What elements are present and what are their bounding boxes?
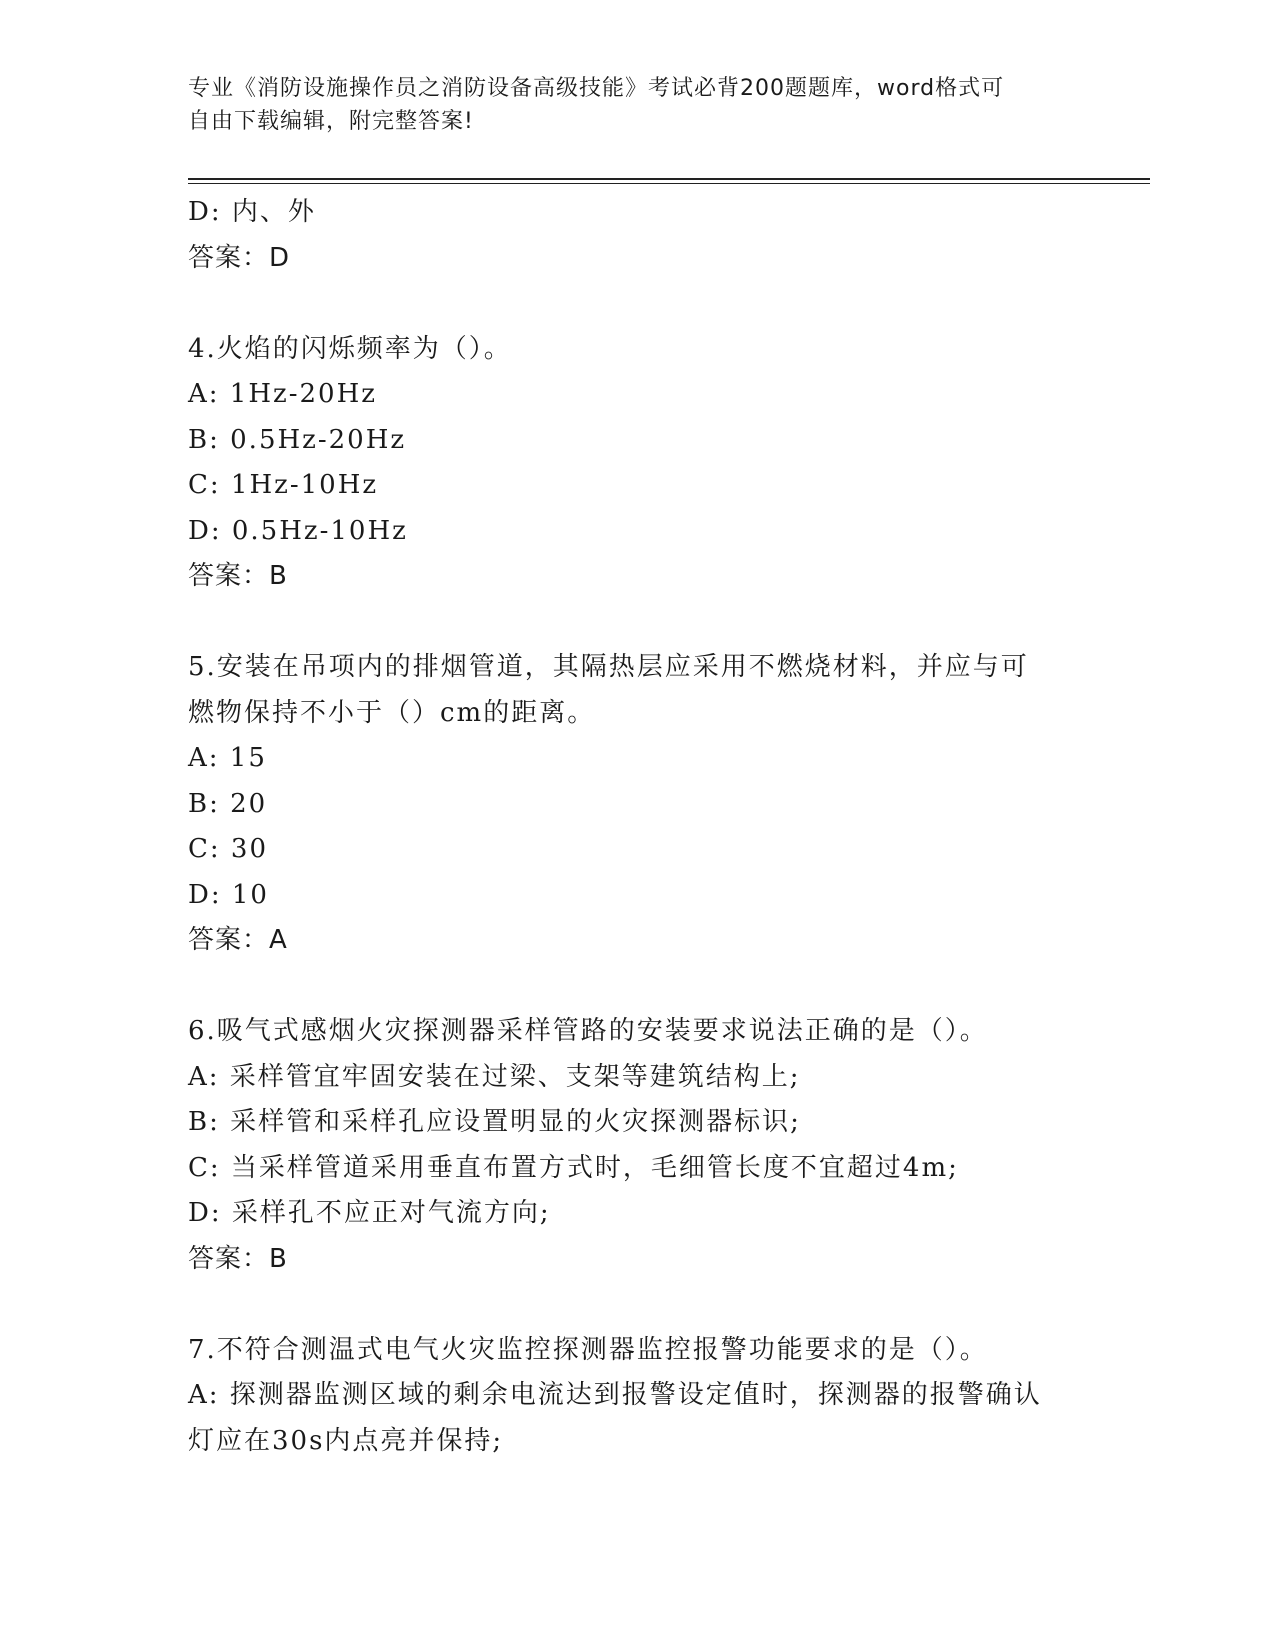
option-b: B: 20	[188, 788, 268, 819]
option-a: A: 采样管宜牢固安装在过梁、支架等建筑结构上;	[188, 1061, 801, 1092]
question-stem: 4.火焰的闪烁频率为（）。	[188, 333, 512, 364]
option-c: C: 30	[188, 834, 269, 864]
header-line-2: 自由下载编辑，附完整答案!	[188, 109, 474, 134]
question-stem: 7.不符合测温式电气火灾监控探测器监控报警功能要求的是（）。	[188, 1334, 988, 1365]
answer: 答案：B	[188, 561, 288, 591]
spacer	[188, 1282, 1068, 1328]
option-c: C: 当采样管道采用垂直布置方式时，毛细管长度不宜超过4m;	[188, 1152, 959, 1183]
answer: 答案：A	[188, 925, 288, 955]
option-c: C: 1Hz-10Hz	[188, 470, 379, 500]
question-stem-line-2: 燃物保持不小于（）cm的距离。	[188, 697, 596, 728]
question-stem: 6.吸气式感烟火灾探测器采样管路的安装要求说法正确的是（）。	[188, 1016, 988, 1046]
header-divider-thick	[188, 178, 1150, 180]
option-a-line-1: A: 探测器监测区域的剩余电流达到报警设定值时，探测器的报警确认	[188, 1380, 1042, 1410]
question-stem-line-1: 5.安装在吊项内的排烟管道，其隔热层应采用不燃烧材料，并应与可	[188, 652, 1029, 682]
question-4	[188, 327, 1068, 600]
option-a-line-2: 灯应在30s内点亮并保持;	[188, 1425, 504, 1456]
spacer	[188, 600, 1068, 646]
spacer	[188, 964, 1068, 1010]
question-prev	[188, 190, 1068, 281]
question-6	[188, 1009, 1068, 1282]
question-list	[188, 190, 1068, 1464]
option-b: B: 采样管和采样孔应设置明显的火灾探测器标识;	[188, 1107, 801, 1137]
option-d: D: 内、外	[188, 197, 316, 227]
header-line-1: 专业《消防设施操作员之消防设备高级技能》考试必背200题题库，word格式可	[188, 76, 1005, 101]
header-divider-thin	[188, 183, 1150, 184]
answer: 答案：B	[188, 1243, 288, 1274]
option-b: B: 0.5Hz-20Hz	[188, 424, 407, 455]
spacer	[188, 281, 1068, 327]
option-d: D: 采样孔不应正对气流方向;	[188, 1198, 551, 1228]
document-header	[188, 72, 1068, 138]
option-a: A: 1Hz-20Hz	[188, 379, 377, 409]
question-7	[188, 1328, 1068, 1465]
question-5	[188, 645, 1068, 964]
option-d: D: 0.5Hz-10Hz	[188, 515, 408, 546]
answer: 答案：D	[188, 242, 291, 273]
option-a: A: 15	[188, 743, 267, 773]
option-d: D: 10	[188, 879, 269, 910]
